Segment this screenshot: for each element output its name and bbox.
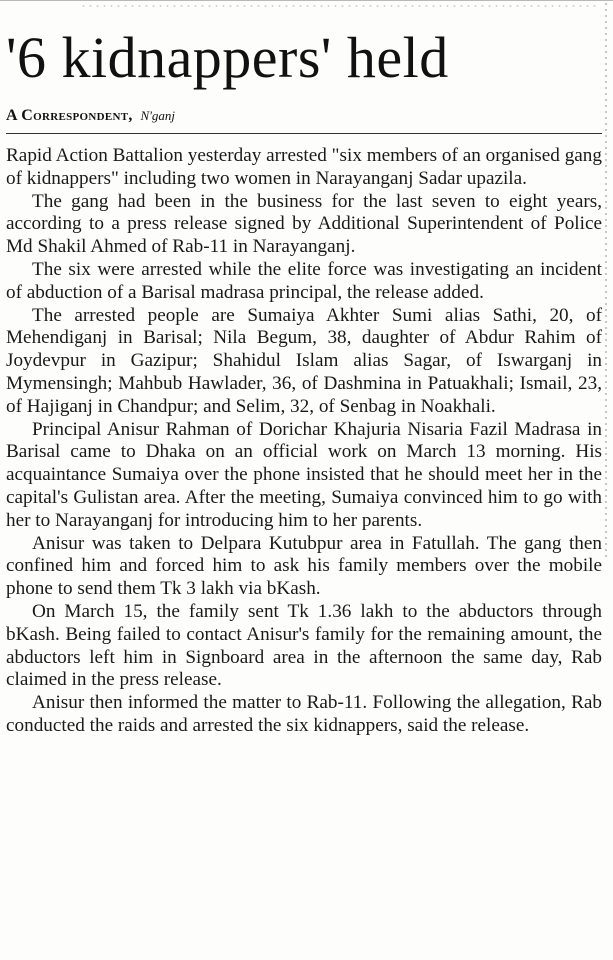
article-paragraph: Principal Anisur Rahman of Dorichar Khajuria Nisaria Fazil Madrasa in Barisal came to Dhaka on an official work on March 13 morning. His acquaintance Sumaiya over the phone insisted that he should meet her in the capital's Gulistan area. After the meeting, Sumaiya convinced him to go with her to Narayanganj for introducing him to her parents. — [6, 418, 602, 531]
halftone-texture-right — [603, 1, 611, 561]
article-paragraph: The arrested people are Sumaiya Akhter Sumi alias Sathi, 20, of Mehendiganj in Barisal; Nila Begum, 38, daughter of Abdur Rahim of Joydevpur in Gazipur; Shahidul Islam alias Sagar, of Iswarganj in Mymensingh; Mahbub Hawlader, 36, of Dashmina in Patuakhali; Ismail, 23, of Hajiganj in Chandpur; and Selim, 32, of Senbag in Noakhali. — [6, 304, 602, 417]
article-byline — [6, 105, 596, 127]
byline-author: A Correspondent, — [6, 107, 133, 124]
article-body — [6, 145, 602, 738]
article-headline: '6 kidnappers' held — [6, 25, 449, 90]
article-paragraph: Anisur was taken to Delpara Kutubpur area in Fatullah. The gang then confined him and forced him to ask his family members over the mobile phone to send them Tk 3 lakh via bKash. — [6, 532, 602, 600]
byline-divider — [6, 133, 602, 134]
article-paragraph: Anisur then informed the matter to Rab-11. Following the allegation, Rab conducted the raids and arrested the six kidnappers, said the release. — [6, 692, 602, 736]
article-paragraph: The six were arrested while the elite force was investigating an incident of abduction of a Barisal madrasa principal, the release added. — [6, 258, 602, 303]
article-paragraph: On March 15, the family sent Tk 1.36 lakh to the abductors through bKash. Being failed to contact Anisur's family for the remaining amount, the abductors left him in Signboard area in the afternoon the same day, Rab claimed in the press release. — [6, 600, 602, 691]
article-paragraph: The gang had been in the business for the last seven to eight years, according to a press release signed by Additional Superintendent of Police Md Shakil Ahmed of Rab-11 in Narayanganj. — [6, 190, 602, 258]
article-paragraph: Rapid Action Battalion yesterday arrested "six members of an organised gang of kidnappers" including two women in Narayanganj Sadar upazila. — [6, 145, 602, 189]
byline-place: N'ganj — [140, 108, 176, 123]
halftone-texture-top — [80, 3, 600, 9]
